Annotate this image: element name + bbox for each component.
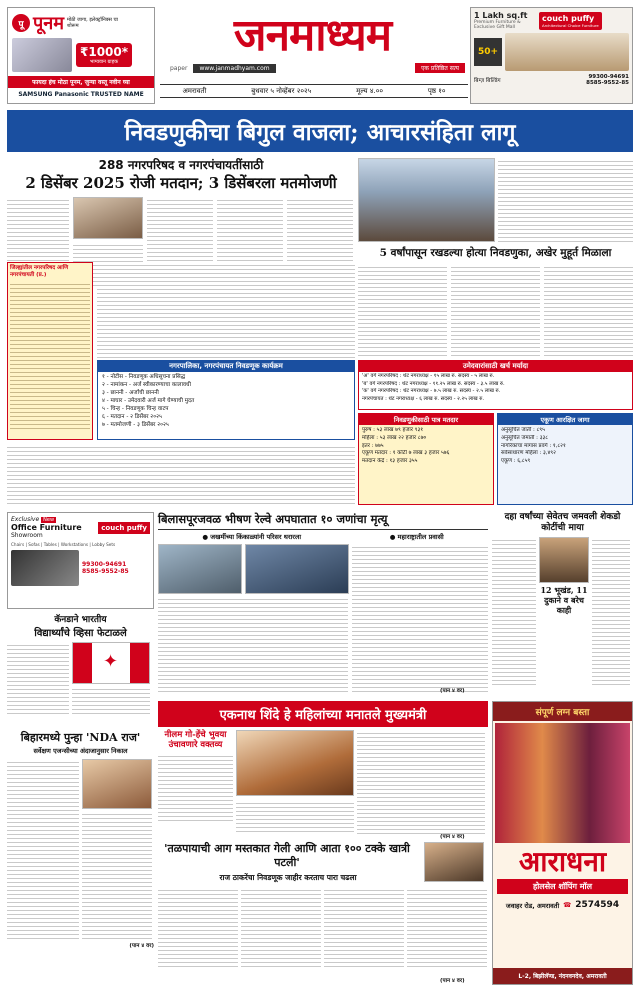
program-box [97, 360, 355, 440]
couchpuffy-phone2[interactable]: 8585-9552-85 [586, 80, 629, 86]
sofa-image [505, 33, 629, 71]
maple-leaf-icon: ✦ [103, 651, 119, 672]
office-exclusive: Exclusive [11, 516, 40, 523]
story1-photo [73, 197, 143, 239]
poonam-name: पूनम [33, 13, 64, 34]
reservation-heading: एकूण आरक्षित जागा [498, 414, 632, 425]
voters-row: इतर : ७७५ [362, 442, 384, 449]
program-row: ४ - माघार - उमेदवारी अर्ज मागे घेण्याची मुदत [102, 398, 195, 404]
program-row: ७ - मतमोजणी - ३ डिसेंबर २०२५ [102, 422, 169, 428]
police-headline: दहा वर्षांच्या सेवेतच जमवली शेकडो कोटींची माया [504, 512, 621, 533]
poonam-products-image [12, 38, 72, 72]
aaradhana-phone[interactable]: 2574594 [575, 900, 620, 910]
rail-photo-2 [245, 544, 349, 594]
poonam-logo: पू [12, 14, 30, 32]
poonam-offer: ₹1000* [80, 45, 129, 59]
story-shinde[interactable] [158, 730, 488, 840]
aaradhana-sub: होलसेल शॉपिंग मॉल [497, 879, 628, 894]
aaradhana-address: जवाहर रोड, अमरावती [505, 901, 560, 910]
ad-couchpuffy-top[interactable] [470, 7, 633, 104]
reservation-box [497, 413, 633, 505]
story2-headline: 5 वर्षांपासून रखडल्या होत्या निवडणुका, अखेर मुहूर्त मिळाला [379, 247, 612, 259]
reservation-row: सर्वसाधारण महिला : ३,४९२ [501, 450, 556, 457]
poonam-subtitle: मोठी जागा, इलेक्ट्रॉनिक्स चा शोरूम [66, 17, 118, 29]
dateline-bar [160, 84, 468, 98]
story-police[interactable] [492, 512, 633, 697]
office-chairs-image [11, 550, 79, 586]
office-items: Chairs | Sofas | Tables | Workstations | Lobby Sets [11, 542, 116, 547]
rail-page-ref[interactable]: (पान ४ वर) [440, 688, 465, 694]
story1-kicker: 288 नगरपरिषद व नगरपंचायतींसाठी [98, 158, 264, 172]
voters-row: महिला : ५३ लाख २२ हजार ८७० [362, 434, 427, 441]
rail-photo-1 [158, 544, 242, 594]
shinde-page-ref[interactable]: (पान ४ वर) [440, 834, 465, 840]
expense-row: 'क' वर्ग नगरपरिषद : थेट नगराध्यक्ष - ७.५ लाख रु. सदस्य - २.५ लाख रु. [362, 388, 501, 395]
expense-row: नगरपंचायत : थेट नगराध्यक्ष - ६ लाख रु. सदस्य - २.२५ लाख रु. [362, 395, 485, 402]
office-subtitle: Showroom [11, 532, 43, 539]
masthead-web-strip [170, 62, 465, 74]
rail-tag2: ● महाराष्ट्रातील प्रवासी [389, 533, 444, 541]
paper-label: paper [170, 64, 188, 72]
police-officer-photo [539, 537, 589, 583]
aaradhana-models-image [495, 723, 630, 843]
nda-page-ref[interactable]: (पान ४ वर) [129, 943, 154, 949]
program-row: २ - नामांकन - अर्ज स्वीकारण्याचा कालावधी [102, 382, 191, 388]
couchpuffy-years: 50+ [474, 38, 502, 66]
story-raj[interactable] [158, 842, 488, 985]
aaradhana-top: संपूर्ण लग्न बस्ता [493, 702, 632, 721]
rail-tag2-text: महाराष्ट्रातील प्रवासी [397, 533, 444, 541]
expense-row: 'ब' वर्ग नगरपरिषद : थेट नगराध्यक्ष - ११.२५ लाख रु. सदस्य - ३.५ लाख रु. [362, 380, 505, 387]
story1-continued-block [97, 262, 355, 358]
ad-couchpuffy-office[interactable] [7, 512, 154, 609]
shinde-photo [236, 730, 354, 796]
office-title: Office Furniture [11, 523, 82, 532]
reservation-row: अनुसूचित जाती : ८९५ [501, 427, 545, 433]
masthead-logo [160, 10, 465, 62]
poonam-offer-note: भाग्यवान ग्राहक [89, 59, 119, 65]
voters-row: एकूण मतदार : १ कोटी ७ लाख ३ हजार ५७६ [362, 450, 450, 457]
poonam-brands: SAMSUNG Panasonic TRUSTED NAME [18, 91, 144, 98]
voters-heading: निवडणुकीसाठी पात्र मतदार [359, 414, 493, 425]
dateline-price: मूल्य ४.०० [356, 86, 383, 95]
masthead-tagline: एक प्रतिष्ठित सत्य [415, 63, 465, 73]
story2-body [358, 264, 633, 360]
nda-headline: बिहारमध्ये पुन्हा 'NDA राज' [20, 731, 141, 744]
nda-photo [82, 759, 152, 809]
raj-headline: 'तळपायाची आग मस्तकात गेली आणि आता १०० टक्के खात्री पटली' [164, 842, 410, 869]
rail-tag1-text: जखमींच्या किंकाळ्यांनी परिसर थरारला [210, 533, 302, 541]
couchpuffy-desc: Premium Furniture & Exclusive Gift Mall [474, 20, 521, 30]
voters-row: मतदान केंद्रे : १३ हजार ३५५ [362, 458, 418, 465]
canada-kicker: कॅनडाने भारतीय [54, 615, 107, 625]
story-rail[interactable] [158, 512, 488, 697]
rail-headline: बिलासपूरजवळ भीषण रेल्वे अपघातात १० जणांचा मृत्यू [158, 512, 488, 530]
website-link[interactable]: www.janmadhyam.com [193, 64, 275, 73]
shinde-headline: एकनाथ शिंदे हे महिलांच्या मनातले मुख्यमंत्री [219, 708, 427, 723]
couchpuffy-brand: couch puffy [542, 13, 595, 23]
expense-box [358, 360, 633, 410]
office-brand: couch puffy [98, 522, 150, 534]
dateline-date: बुधवार ५ नोव्हेंबर २०२५ [251, 86, 312, 95]
story2-side-text [498, 158, 633, 242]
aaradhana-name: आराधना [518, 845, 607, 878]
office-phone1[interactable]: 99300-94691 [82, 561, 127, 568]
police-tag: 12 भूखंड, 11 दुकाने व बरेच काही [540, 585, 588, 615]
main-headline: निवडणुकीचा बिगुल वाजला; आचारसंहिता लागू [124, 119, 516, 146]
shinde-headline-banner[interactable] [158, 701, 488, 727]
shinde-kicker: नीलम गो-हेंचे भुवया उंचावणारे वक्तव्य [164, 730, 227, 750]
couchpuffy-phone1[interactable]: 99300-94691 [588, 74, 629, 80]
voters-row: पुरुष : ५३ लाख ७९ हजार ९३१ [362, 427, 424, 433]
expense-heading: उमेदवारांसाठी खर्च मर्यादा [359, 361, 632, 372]
main-headline-banner[interactable] [7, 110, 633, 152]
program-row: ५ - चिन्ह - निवडणूक चिन्ह वाटप [102, 406, 169, 412]
story-canada[interactable] [7, 612, 154, 730]
council-list-heading: जिल्ह्यांतील नगरपरिषद आणि नगरपंचायती (प्र.) [10, 265, 69, 278]
poonam-banner: फायदा हंच मोठा पूनम, जुन्या वस्तू नवीन घ्या [8, 76, 154, 88]
couchpuffy-brand-sub: Architectural Choice Furniture [542, 22, 599, 28]
story-nda[interactable] [7, 730, 154, 985]
expense-row: 'अ' वर्ग नगरपरिषद : थेट नगराध्यक्ष - १५ लाख रु. सदस्य - ५ लाख रु. [362, 373, 495, 379]
rail-tag1: ● जखमींच्या किंकाळ्यांनी परिसर थरारला [202, 533, 302, 541]
dateline-pages: पृष्ठ १० [427, 86, 446, 95]
program-continued [7, 444, 355, 504]
council-list-box [7, 262, 93, 440]
story1-headline: 2 डिसेंबर 2025 रोजी मतदान; 3 डिसेंबरला मतमोजणी [25, 174, 337, 192]
program-row: ६ - मतदान - २ डिसेंबर २०२५ [102, 414, 162, 420]
reservation-row: एकूण : ६,८५९ [501, 458, 531, 465]
couchpuffy-place: बिग्ज़ बिल्डिंग [474, 78, 501, 84]
story2-photo [358, 158, 495, 242]
ad-aaradhana[interactable] [492, 701, 633, 985]
reservation-row: नागरिकांचा मागास प्रवर्ग : १,८२१ [501, 442, 566, 449]
canada-flag-image [72, 642, 150, 684]
program-heading: नगरपालिका, नगरपंचायत निवडणूक कार्यक्रम [98, 361, 354, 372]
story2-headline-box[interactable] [358, 244, 633, 262]
voters-box [358, 413, 494, 505]
couchpuffy-size: 1 Lakh sq.ft [474, 11, 528, 20]
dateline-city: अमरावती [182, 86, 207, 95]
ad-poonam[interactable] [7, 7, 155, 104]
nda-sub: सर्वेक्षण एजन्सीच्या अंदाजानुसार निकाल [33, 747, 128, 755]
raj-sub: राज ठाकरेंचा निवडणूक जाहीर करताच पारा चढला [219, 873, 357, 882]
phone-icon: ☎ [563, 901, 572, 909]
program-row: १ - नोटीस - निवडणूक अधिसूचना प्रसिद्ध [102, 374, 186, 380]
raj-photo [424, 842, 484, 882]
raj-page-ref[interactable]: (पान ४ वर) [440, 978, 465, 984]
office-new-badge: New [43, 516, 55, 523]
reservation-row: अनुसूचित जमाती : ३३८ [501, 434, 549, 441]
canada-headline: विद्यार्थ्यांचे व्हिसा फेटाळले [34, 628, 127, 639]
aaradhana-footer: L-2, बिझीलॅण्ड, नंदनवनदेव, अमरावती [493, 968, 632, 984]
masthead-title: जनमाध्यम [233, 10, 392, 61]
program-row: ३ - छाननी - अर्जांची छाननी [102, 390, 159, 396]
office-phone2[interactable]: 8585-9552-85 [82, 568, 129, 575]
